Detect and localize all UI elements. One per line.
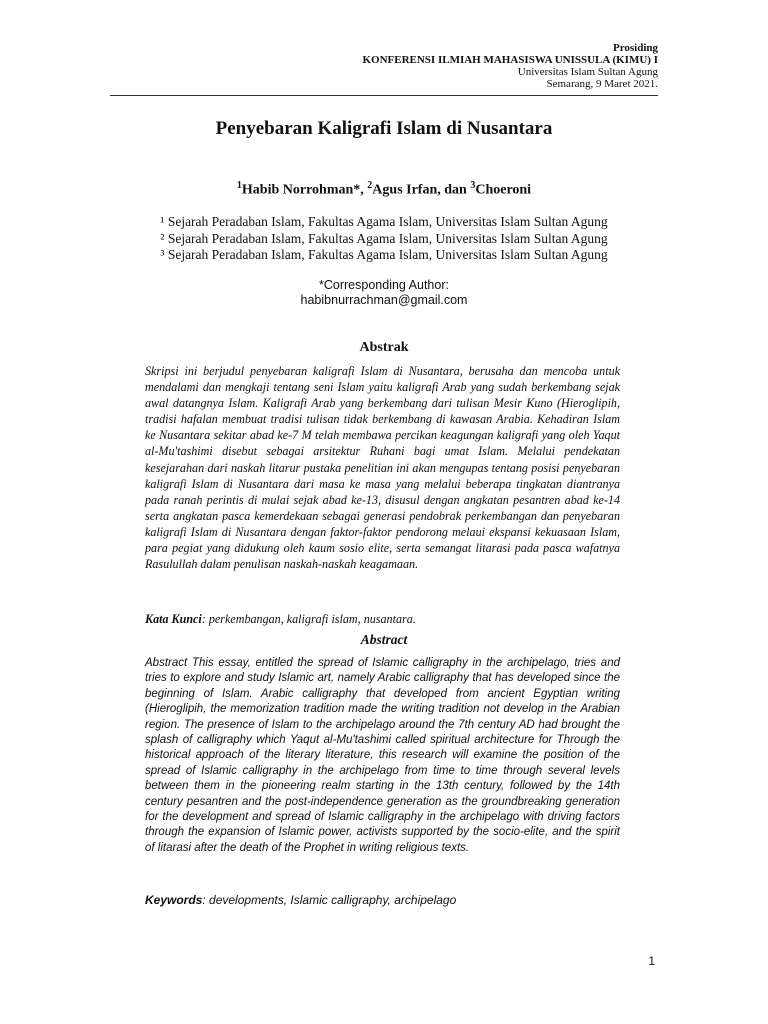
kata-kunci xyxy=(145,611,620,627)
corresponding-author xyxy=(110,278,658,308)
keywords-text: : developments, Islamic calligraphy, archipelago xyxy=(202,893,457,907)
affiliation-2: ² Sejarah Peradaban Islam, Fakultas Agama Islam, Universitas Islam Sultan Agung xyxy=(160,230,608,246)
paper-title: Penyebaran Kaligrafi Islam di Nusantara xyxy=(215,118,553,139)
keywords xyxy=(145,892,620,908)
author-list xyxy=(110,180,658,199)
header-prosiding: Prosiding xyxy=(612,42,658,54)
affiliations xyxy=(110,214,658,264)
header-conference-name: KONFERENSI ILMIAH MAHASISWA UNISSULA (KIMU) I xyxy=(362,54,658,66)
header-rule xyxy=(110,95,658,96)
abstrak-heading: Abstrak xyxy=(359,340,409,355)
abstrak-text: Skripsi ini berjudul penyebaran kaligrafi Islam di Nusantara, berusaha dan mencoba untuk mendalami dan mengkaji tentang seni Islam yaitu kaligrafi Arab yang sudah berkembang sejak awal datangnya Islam. Kaligrafi Arab yang berkembang dari tulisan Mesir Kuno (Hieroglipih, tradisi hafalan membuat tradisi tulisan tidak berkembang di kawasan Arabia. Kehadiran Islam ke Nusantara sekitar abad ke-7 M telah membawa percikan keagungan kaligrafi yang oleh Yaqut al-Mu'tashimi disebut sebagai arsitektur Ruhani bagi umat Islam. Melalui pendekatan kesejarahan dari naskah litarur pustaka penelitian ini akan mengupas tentang posisi penyebaran kaligrafi Islam di Nusantara dari masa ke masa yang melalui beberapa tingkatan diantranya pada ranah perintis di mulai sejak abad ke-13, disusul dengan angkatan pesantren abad ke-14 serta angkatan pasca kemerdekaan sebagai generasi pendobrak perkembangan dan penyebaran kaligrafi Islam di Nusantara dengan faktor-faktor pendorong melaui ekspansi kekuasaan Islam, para pegiat yang didukung oleh kaum sosio elite, serta semangat litarasi pada pasca wafatnya Rasulullah dalam penulisan naskah-naskah keagamaan. xyxy=(145,364,620,572)
corresponding-email: habibnurrachman@gmail.com xyxy=(300,293,468,307)
author-1-name: Habib Norrohman*, xyxy=(241,182,368,198)
abstract-heading: Abstract xyxy=(360,632,408,647)
affiliation-3: ³ Sejarah Peradaban Islam, Fakultas Agama Islam, Universitas Islam Sultan Agung xyxy=(160,247,608,262)
header-university: Universitas Islam Sultan Agung xyxy=(517,66,658,78)
header-date: Semarang, 9 Maret 2021. xyxy=(546,78,658,90)
author-2-name: Agus Irfan, dan xyxy=(372,182,471,198)
author-3-sup: 3 xyxy=(470,180,476,191)
keywords-label: Keywords xyxy=(145,893,203,907)
corresponding-label: *Corresponding Author: xyxy=(319,278,449,292)
proceedings-header xyxy=(138,42,658,90)
page-number: 1 xyxy=(648,954,655,968)
author-3-name: Choeroni xyxy=(475,182,532,198)
author-2-sup: 2 xyxy=(367,180,373,191)
abstract-text: Abstract This essay, entitled the spread of Islamic calligraphy in the archipelago, tries and tries to explore and study Islamic art, namely Arabic calligraphy that has developed since the beginning of Islam. Arabic calligraphy that developed from ancient Egyptian writing (Hieroglipih, the memorization tradition made the writing tradition not develop in the Arabian region. The presence of Islam to the archipelago around the 7th century AD had brought the splash of calligraphy which Yaqut al-Mu'tashimi called spiritual architecture for Through the historical approach of the literary literature, this research will examine the position of the spread of Islamic calligraphy in the archipelago from time to time through several levels between them in the pioneering realm starting in the 13th century, followed by the 14th century pesantren and the post-independence generation as the groundbreaking generation for the development and spread of Islamic calligraphy in the archipelago with driving factors through the expansion of Islamic power, activists supported by the socio-elite, and the spirit of litarasi after the death of the Prophet in writing religious texts. xyxy=(145,657,620,854)
affiliation-1: ¹ Sejarah Peradaban Islam, Fakultas Agama Islam, Universitas Islam Sultan Agung xyxy=(160,214,608,229)
author-1-sup: 1 xyxy=(236,180,242,191)
kata-kunci-text: : perkembangan, kaligrafi islam, nusantara. xyxy=(201,612,416,626)
kata-kunci-label: Kata Kunci xyxy=(145,612,202,626)
